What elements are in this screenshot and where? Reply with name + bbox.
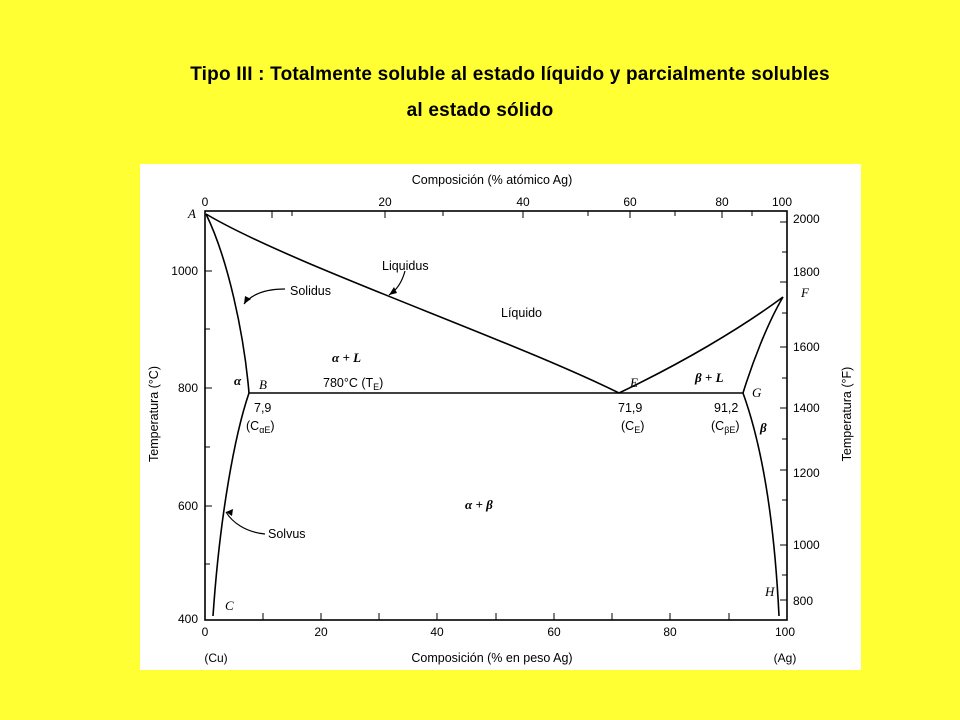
solidus-pointer (244, 289, 285, 304)
top-tick-80: 80 (715, 195, 729, 209)
plot-frame (205, 211, 787, 620)
right-axis-title: Temperatura (°F) (840, 366, 854, 462)
slide-title-line1: Tipo III : Totalmente soluble al estado líquido y parcialmente solubles (190, 64, 830, 85)
alpha-region-label: α (234, 373, 242, 388)
eutectic-composition-value: 71,9 (618, 401, 643, 415)
right-tick-1800: 1800 (793, 265, 820, 279)
liquidus-curve-left (206, 214, 619, 393)
solidus-label: Solidus (290, 284, 331, 298)
solidus-curve-alpha (206, 214, 249, 393)
bottom-axis-title: Composición (% en peso Ag) (411, 651, 573, 665)
beta-plus-liquid-label: β + L (695, 370, 724, 385)
liquidus-arrowhead (389, 287, 397, 295)
bottom-right-note-ag: (Ag) (773, 651, 797, 665)
right-tick-2000: 2000 (793, 212, 820, 226)
alpha-eutectic-composition-value: 7,9 (254, 401, 272, 415)
solvus-arrowhead (226, 509, 233, 516)
top-axis-title: Composición (% atómico Ag) (411, 173, 573, 187)
point-e-label: E (630, 375, 638, 390)
slide-title-line2: al estado sólido (406, 100, 554, 121)
liquidus-label: Liquidus (382, 259, 429, 273)
eutectic-temperature-label: 780°C $(T_E)$ (323, 376, 384, 392)
left-tick-800: 800 (177, 381, 198, 395)
left-tick-600: 600 (177, 499, 198, 513)
beta-eutectic-composition-symbol: $(C_{\beta E})$ (711, 419, 740, 435)
left-tick-1000: 1000 (171, 264, 198, 278)
bottom-left-note-cu: (Cu) (204, 651, 228, 665)
top-tick-40: 40 (516, 195, 530, 209)
bottom-tick-100: 100 (774, 625, 796, 639)
beta-region-label: β (760, 420, 767, 435)
left-axis-ticks (205, 271, 212, 564)
liquid-region-label: Líquido (501, 306, 543, 320)
solvus-label: Solvus (268, 527, 306, 541)
right-tick-1600: 1600 (793, 340, 820, 354)
top-axis-ticks (272, 211, 752, 218)
solvus-curve-alpha (213, 393, 249, 616)
solidus-arrowhead (244, 296, 251, 304)
top-tick-0: 0 (201, 195, 209, 209)
beta-eutectic-composition-value: 91,2 (714, 401, 739, 415)
point-g-label: G (752, 385, 762, 400)
bottom-tick-80: 80 (663, 625, 677, 639)
left-axis-title: Temperatura (°C) (147, 366, 161, 462)
phase-diagram-panel (140, 164, 861, 670)
right-tick-800: 800 (793, 594, 814, 608)
point-b-label: B (259, 377, 267, 392)
alpha-plus-liquid-label: α + L (332, 350, 362, 365)
right-tick-1200: 1200 (793, 466, 820, 480)
bottom-tick-20: 20 (314, 625, 328, 639)
point-c-label: C (225, 598, 234, 613)
top-tick-20: 20 (378, 195, 392, 209)
cu-ag-phase-diagram (140, 164, 861, 670)
right-tick-1400: 1400 (793, 401, 820, 415)
bottom-tick-0: 0 (201, 625, 209, 639)
top-tick-100: 100 (771, 195, 793, 209)
point-a-label: A (188, 206, 196, 221)
bottom-tick-40: 40 (430, 625, 444, 639)
bottom-tick-60: 60 (547, 625, 561, 639)
right-tick-1000: 1000 (793, 538, 820, 552)
point-h-label: H (765, 584, 775, 599)
right-axis-ticks (780, 222, 787, 600)
alpha-plus-beta-label: α + β (465, 497, 493, 512)
alpha-eutectic-composition-symbol: $(C_{\alpha E})$ (246, 419, 275, 435)
top-tick-60: 60 (623, 195, 637, 209)
eutectic-composition-symbol: $(C_E)$ (621, 419, 645, 435)
bottom-axis-ticks (263, 613, 729, 620)
point-f-label: F (801, 285, 809, 300)
left-tick-400: 400 (177, 612, 198, 626)
